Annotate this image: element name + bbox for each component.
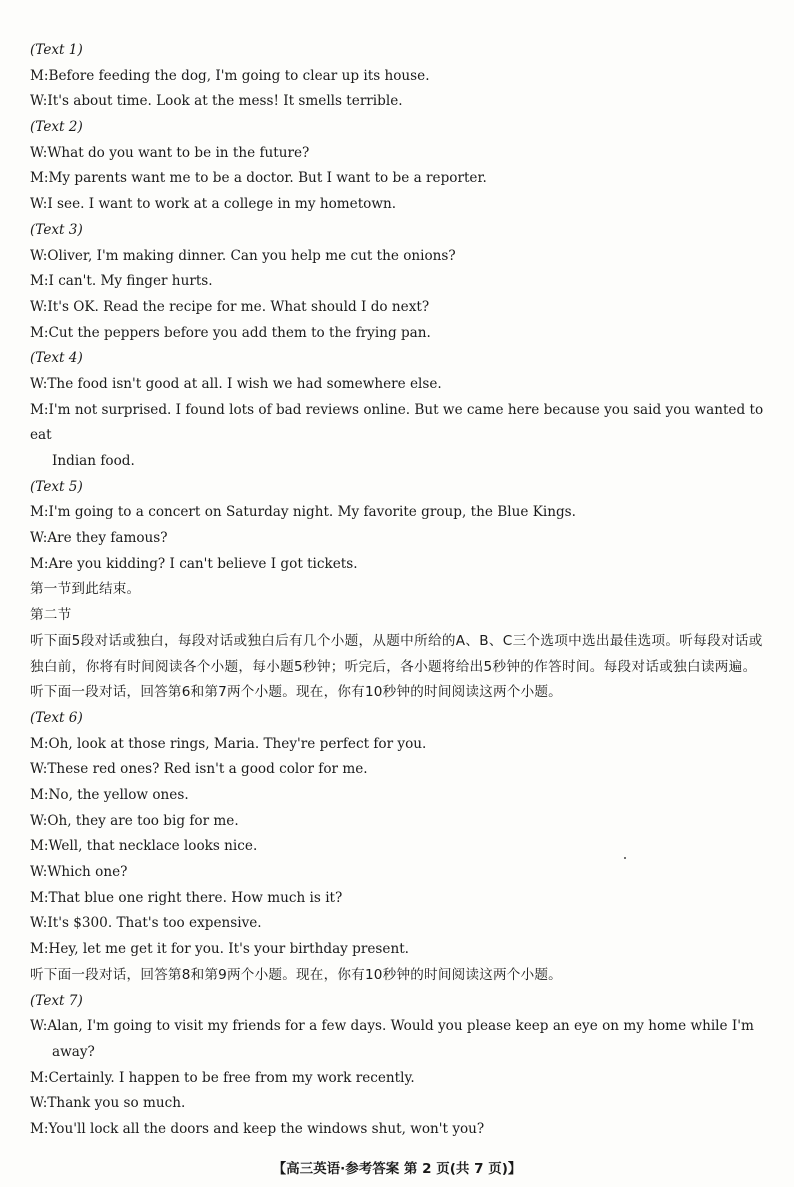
page-footer: 【高三英语·参考答案 第 2 页(共 7 页)】 [272,1161,522,1177]
text-section-label: (Text 6) [30,709,83,726]
instruction-line: 听下面一段对话，回答第6和第7两个小题。现在，你有10秒钟的时间阅读这两个小题。 [30,684,562,701]
dialogue-line: W:I see. I want to work at a college in my hometown. [30,196,397,213]
dialogue-line-main: W:Alan, I'm going to visit my friends for a few days. Would you please keep an eye on my home while I'm [30,1018,754,1035]
dialogue-line: W:It's $300. That's too expensive. [30,915,262,932]
instruction-line: 第二节 [30,607,72,624]
dialogue-line: W:The food isn't good at all. I wish we had somewhere else. [30,375,442,392]
dialogue-line: W:Oh, they are too big for me. [30,812,239,829]
dialogue-line [30,398,770,475]
stray-mark [624,857,626,859]
dialogue-line: M:Oh, look at those rings, Maria. They're perfect for you. [30,735,427,752]
instruction-line: 听下面一段对话，回答第8和第9两个小题。现在，你有10秒钟的时间阅读这两个小题。 [30,966,562,983]
dialogue-line: W:Are they famous? [30,530,168,547]
dialogue-line: M:I'm going to a concert on Saturday night. My favorite group, the Blue Kings. [30,504,576,521]
dialogue-line: M:Before feeding the dog, I'm going to clear up its house. [30,67,430,84]
dialogue-line: W:It's OK. Read the recipe for me. What should I do next? [30,298,430,315]
text-section-label: (Text 7) [30,992,83,1009]
dialogue-line: M:Are you kidding? I can't believe I got tickets. [30,555,358,572]
dialogue-line: M:My parents want me to be a doctor. But I want to be a reporter. [30,170,487,187]
dialogue-line: M:Well, that necklace looks nice. [30,838,258,855]
dialogue-line: M:Cut the peppers before you add them to the frying pan. [30,324,431,341]
instruction-line: 第一节到此结束。 [30,581,141,598]
dialogue-line-main: M:I'm not surprised. I found lots of bad reviews online. But we came here because you said you wanted to eat [30,401,764,444]
instruction-paragraph: 听下面5段对话或独白，每段对话或独白后有几个小题，从题中所给的A、B、C三个选项中选出最佳选项。听每段对话或独白前，你将有时间阅读各个小题，每小题5秒钟；听完后，各小题将给出5秒钟的作答时间。每段对话或独白读两遍。 [30,632,763,675]
text-section-label: (Text 5) [30,478,83,495]
text-section-label: (Text 1) [30,42,83,58]
dialogue-line: M:No, the yellow ones. [30,787,189,804]
dialogue-line: M:I can't. My finger hurts. [30,273,213,290]
dialogue-line: M:That blue one right there. How much is it? [30,889,343,906]
dialogue-line: M:Hey, let me get it for you. It's your birthday present. [30,941,409,958]
dialogue-line: W:What do you want to be in the future? [30,144,310,161]
dialogue-line-continuation: Indian food. [52,453,135,470]
dialogue-line-continuation: away? [52,1043,95,1060]
dialogue-line: W:Thank you so much. [30,1095,186,1112]
dialogue-line: W:Oliver, I'm making dinner. Can you help me cut the onions? [30,247,456,264]
text-section-label: (Text 3) [30,221,83,238]
dialogue-line [30,1014,770,1065]
dialogue-line: M:Certainly. I happen to be free from my work recently. [30,1069,415,1086]
dialogue-line: W:It's about time. Look at the mess! It smells terrible. [30,93,403,110]
text-section-label: (Text 2) [30,119,83,136]
text-section-label: (Text 4) [30,350,83,367]
dialogue-line: W:Which one? [30,864,128,881]
transcript-body [30,38,770,1143]
dialogue-line: W:These red ones? Red isn't a good color for me. [30,761,368,778]
dialogue-line: M:You'll lock all the doors and keep the windows shut, won't you? [30,1120,485,1137]
